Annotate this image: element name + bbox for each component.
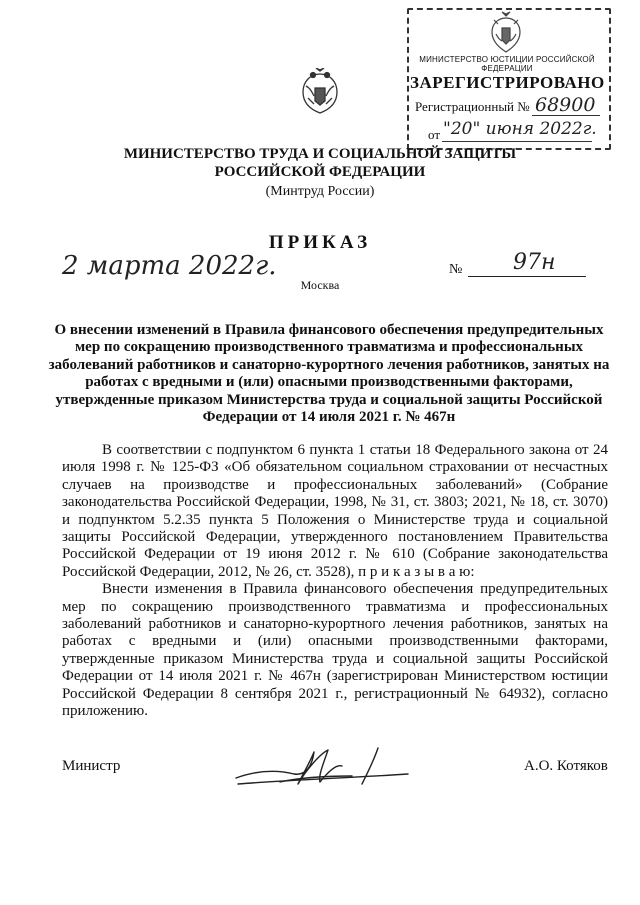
- stamp-date-value: "20" июня 2022г.: [443, 119, 597, 139]
- document-body: [62, 442, 608, 721]
- stamp-regno-label: Регистрационный №: [415, 99, 530, 114]
- stamp-registered-label: ЗАРЕГИСТРИРОВАНО: [410, 73, 605, 92]
- coat-of-arms-icon: [300, 68, 340, 114]
- document-type: ПРИКАЗ: [268, 232, 372, 253]
- body-paragraph-2: Внести изменения в Правила финансового обеспечения предупредительных мер по сокращению производственного травматизма и профессиональных заболеваний работников и санаторно-курортного лечения работников, занятых на работах с вредными и (или) опасными производственными факторами, утвержденные приказом Министерства труда и социальной защиты Российской Федерации от 14 июля 2021 г. № 467н (зарегистрирован Министерством юстиции Российской Федерации 8 сентября 2021 г., регистрационный № 64932), согласно приложению.: [62, 581, 608, 720]
- handwritten-date: 2 марта 2022г.: [62, 251, 277, 281]
- body-paragraph-1: В соответствии с подпунктом 6 пункта 1 статьи 18 Федерального закона от 24 июля 1998 г. № 125-ФЗ «Об обязательном социальном страховании от несчастных случаев на производстве и профессиональных заболеваний» (Собрание законодательства Российской Федерации, 1998, № 31, ст. 3803; 2021, № 18, ст. 3070) и подпунктом 5.2.35 пункта 5 Положения о Министерстве труда и социальной защиты Российской Федерации, утвержденного постановлением Правительства Российской Федерации от 19 июня 2012 г. № 610 (Собрание законодательства Российской Федерации, 2012, № 26, ст. 3528), п р и к а з ы в а ю:: [62, 442, 608, 580]
- org-short-name: (Минтруд России): [265, 184, 375, 199]
- city-label: Москва: [300, 278, 340, 292]
- signatory-title: Министр: [62, 758, 121, 774]
- stamp-ministry-name: МИНИСТЕРСТВО ЮСТИЦИИ РОССИЙСКОЙ ФЕДЕРАЦИИ: [419, 55, 595, 73]
- org-name-line1: МИНИСТЕРСТВО ТРУДА И СОЦИАЛЬНОЙ ЗАЩИТЫ: [123, 146, 517, 162]
- signature-icon: [228, 740, 418, 796]
- org-name-line2: РОССИЙСКОЙ ФЕДЕРАЦИИ: [214, 164, 426, 180]
- stamp-coat-of-arms-icon: [488, 10, 524, 54]
- stamp-date-underline: [442, 141, 592, 142]
- document-title: О внесении изменений в Правила финансового обеспечения предупредительных мер по сокращению производственного травматизма и профессиональных заболеваний работников и санаторно-курортного лечения работников, занятых на работах с вредными и (или) опасными производственными факторами, утвержденные приказом Министерства труда и социальной защиты Российской Федерации от 14 июля 2021 г. № 467н: [48, 322, 610, 426]
- handwritten-number: 97н: [513, 250, 556, 275]
- signatory-name: А.О. Котяков: [524, 758, 608, 774]
- stamp-regno-value: 68900: [535, 94, 596, 116]
- stamp-regno-underline: [532, 115, 600, 116]
- stamp-from-label: от: [428, 127, 441, 142]
- number-underline: [468, 276, 586, 277]
- number-sign: №: [449, 262, 463, 277]
